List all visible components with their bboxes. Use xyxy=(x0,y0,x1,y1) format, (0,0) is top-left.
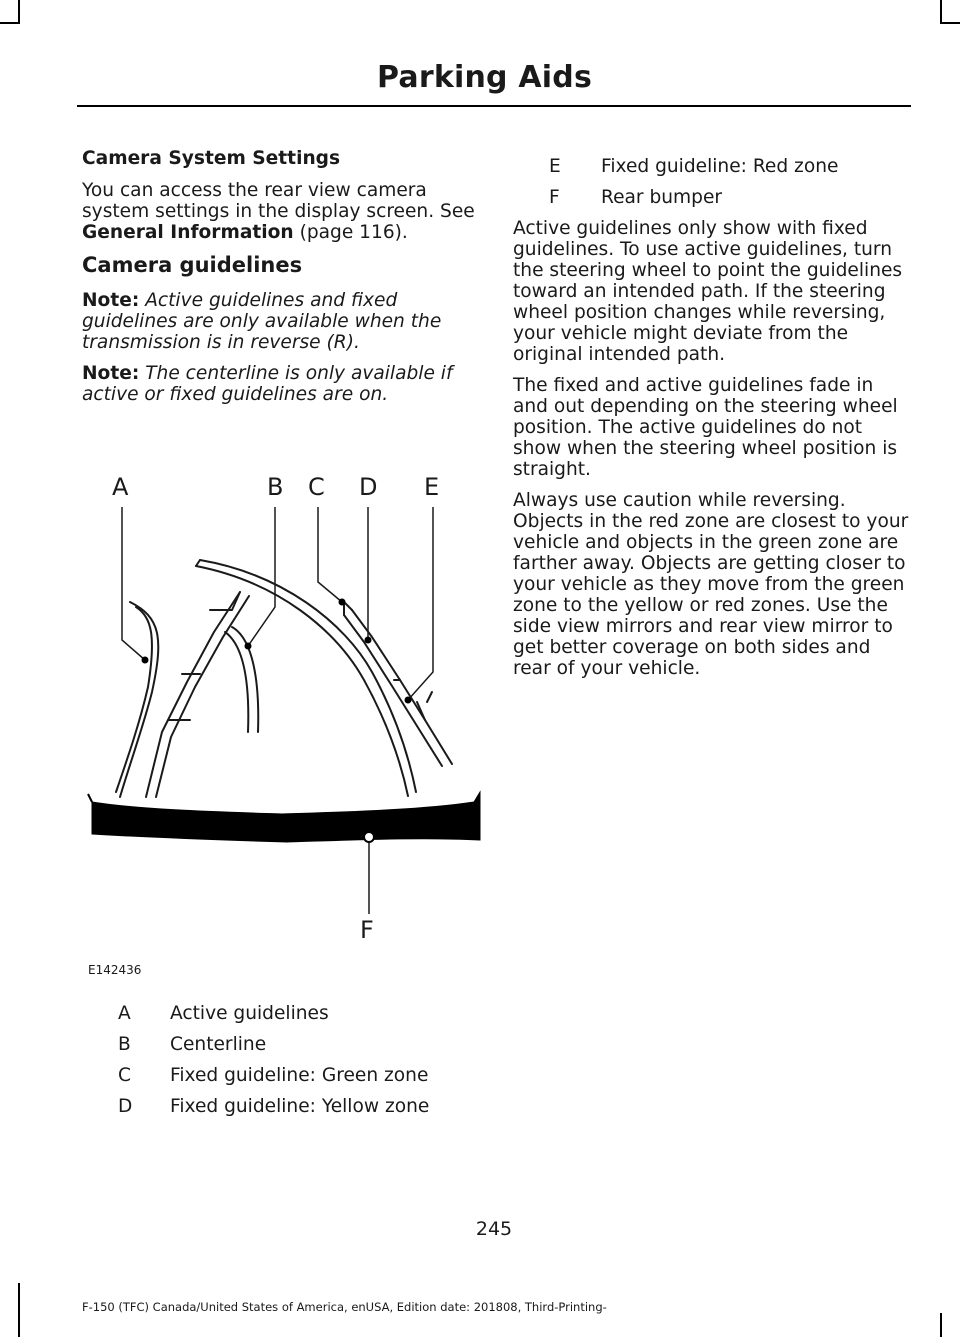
legend-left xyxy=(82,1003,482,1127)
page-reference: (page 116). xyxy=(293,222,408,243)
note-centerline xyxy=(82,363,477,405)
guideline-tick xyxy=(427,692,432,702)
note-active-guidelines xyxy=(82,290,477,353)
crop-mark xyxy=(18,1283,20,1337)
legend-key: D xyxy=(118,1096,133,1117)
callout-label-f: F xyxy=(360,916,374,944)
note-text: The centerline is only available if active or fixed guidelines are on. xyxy=(82,363,453,405)
leader-e xyxy=(408,507,433,700)
crop-mark xyxy=(940,1313,942,1337)
section-title: Parking Aids xyxy=(377,60,592,95)
legend-item xyxy=(82,1034,482,1055)
guideline-tick xyxy=(344,602,352,615)
legend-text: Centerline xyxy=(170,1034,267,1055)
right-column xyxy=(513,156,911,689)
camera-settings-paragraph xyxy=(82,180,477,243)
crop-mark xyxy=(18,0,20,24)
legend-text: Rear bumper xyxy=(601,187,723,208)
callout-label-c: C xyxy=(308,473,325,501)
figure-code: E142436 xyxy=(88,963,142,977)
legend-item xyxy=(513,156,911,177)
active-guidelines-paragraph: Active guidelines only show with fixed guidelines. To use active guidelines, turn the steering wheel to point the guidelines toward an intended path. If the steering wheel position changes while reversing, your vehicle might deviate from the original intended path. xyxy=(513,218,903,365)
callout-dot-c xyxy=(339,599,346,606)
camera-guidelines-figure xyxy=(82,462,482,982)
callout-dot-b xyxy=(245,643,252,650)
fixed-guideline-left-inner xyxy=(156,596,249,797)
edition-footer: F-150 (TFC) Canada/United States of America, enUSA, Edition date: 201808, Third-Printing- xyxy=(82,1300,607,1314)
legend-item xyxy=(82,1065,482,1086)
leader-b xyxy=(248,507,275,646)
guidelines-diagram xyxy=(82,462,482,962)
legend-text: Fixed guideline: Green zone xyxy=(170,1065,429,1086)
fixed-guideline-left xyxy=(146,592,240,797)
legend-key: F xyxy=(549,187,560,208)
note-label: Note: xyxy=(82,290,140,311)
caution-paragraph: Always use caution while reversing. Objects in the red zone are closest to your vehicle and objects in the green zone are farther away. Objects are getting closer to your vehicle as they move from the green zone to the yellow or red zones. Use the side view mirrors and rear view mirror to get better coverage on both sides and rear of your vehicle. xyxy=(513,490,909,679)
crop-mark xyxy=(940,22,960,24)
callout-dot-a xyxy=(142,657,149,664)
legend-key: E xyxy=(549,156,561,177)
note-label: Note: xyxy=(82,363,140,384)
legend-key: C xyxy=(118,1065,131,1086)
xref-general-information[interactable]: General Information xyxy=(82,222,294,243)
legend-text: Fixed guideline: Red zone xyxy=(601,156,839,177)
guideline-tick xyxy=(210,592,240,610)
rear-bumper-lip xyxy=(88,794,92,802)
crop-mark xyxy=(0,22,20,24)
callout-label-d: D xyxy=(359,473,378,501)
callout-label-e: E xyxy=(424,473,440,501)
leader-c xyxy=(318,507,342,602)
legend-text: Fixed guideline: Yellow zone xyxy=(170,1096,430,1117)
fade-paragraph: The fixed and active guidelines fade in and out depending on the steering wheel position. The active guidelines do not show when the steering wheel position is straight. xyxy=(513,375,898,480)
note-text: Active guidelines and fixed guidelines are only available when the transmission is in reverse (R). xyxy=(82,290,442,353)
callout-dot-e xyxy=(405,697,412,704)
callout-label-b: B xyxy=(267,473,284,501)
header-rule xyxy=(77,105,911,107)
callout-dot-d xyxy=(365,637,372,644)
left-column xyxy=(82,148,477,415)
callout-dot-f xyxy=(364,832,374,842)
legend-key: B xyxy=(118,1034,131,1055)
legend-key: A xyxy=(118,1003,131,1024)
legend-item xyxy=(513,187,911,208)
paragraph-text: You can access the rear view camera system settings in the display screen. See xyxy=(82,180,475,222)
legend-text: Active guidelines xyxy=(170,1003,329,1024)
centerline-arc xyxy=(200,560,416,792)
centerline-arc-cap xyxy=(196,560,200,566)
page-number: 245 xyxy=(475,1218,513,1240)
leader-a xyxy=(122,507,145,660)
heading-camera-guidelines: Camera guidelines xyxy=(82,253,303,277)
crop-mark xyxy=(940,0,942,24)
subheading-camera-settings: Camera System Settings xyxy=(82,148,341,169)
legend-item xyxy=(82,1096,482,1117)
rear-bumper xyxy=(92,792,480,842)
callout-label-a: A xyxy=(112,473,129,501)
legend-item xyxy=(82,1003,482,1024)
